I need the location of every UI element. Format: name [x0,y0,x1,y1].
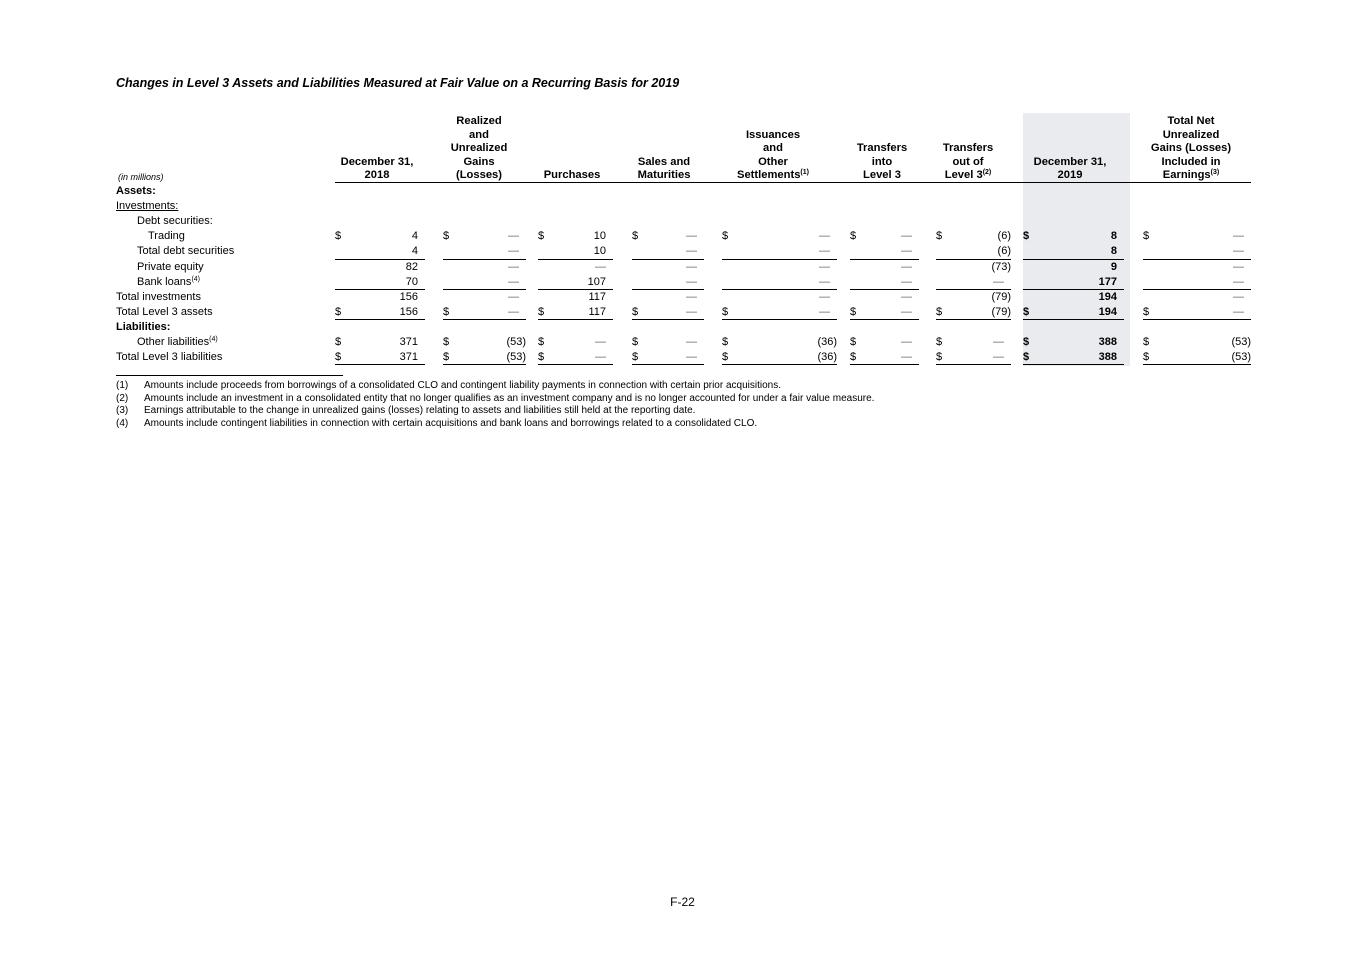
row-label [116,184,156,198]
row-label [137,244,234,258]
table-cell: (79) [991,305,1011,318]
table-cell: 156 [399,290,418,303]
header-totalnet [1131,115,1251,183]
dollar-sign: $ [1143,336,1150,348]
dollar-sign: $ [722,351,729,364]
header-line: (Losses) [455,169,502,181]
header-issuances [713,129,833,183]
header-line: December 31, [340,155,414,168]
row-label [116,290,201,304]
row-label-text: Assets: [116,185,156,197]
table-cell: (73) [991,260,1011,273]
table-cell: 371 [399,351,418,364]
table-cell: — [508,245,519,258]
row-rule [443,259,526,260]
row-rule [936,259,1011,260]
table-cell: — [819,275,830,288]
row-rule [335,259,425,260]
dollar-sign: $ [443,230,450,243]
row-rule [1143,364,1251,365]
row-label [137,214,213,228]
header-line: Included in [1161,155,1221,168]
dollar-sign: $ [538,351,545,364]
row-rule [1023,289,1124,290]
header-sales [604,156,724,183]
dollar-sign: $ [335,336,342,348]
dollar-sign: $ [443,336,450,348]
row-rule [1023,259,1124,260]
row-label [116,305,213,319]
table-cell: — [508,260,519,273]
table-cell: (36) [817,351,837,364]
row-label [116,199,178,213]
table-cell: 4 [411,230,418,243]
row-rule [443,289,526,290]
table-cell: — [686,275,697,288]
dollar-sign: $ [850,336,857,348]
dollar-sign: $ [1143,230,1150,243]
table-cell: (53) [1231,351,1251,364]
row-label-text: Total investments [116,290,201,303]
header-line [713,169,833,183]
row-rule [538,364,613,365]
dollar-sign: $ [936,230,943,243]
dollar-sign: $ [1023,351,1030,364]
table-cell: (79) [991,290,1011,303]
header-line: Total Net [1167,115,1215,127]
table-cell: — [819,290,830,303]
row-rule [538,259,613,260]
row-rule [538,289,613,290]
row-rule [722,364,837,365]
dollar-sign: $ [443,305,450,318]
table-cell: — [686,230,697,243]
table-cell: — [901,336,912,348]
table-cell: — [1233,305,1244,318]
header-line: Maturities [637,169,691,182]
table-cell: — [901,290,912,303]
table-cell: — [686,336,697,348]
units-label: (in millions) [118,172,164,182]
dollar-sign: $ [936,305,943,318]
table-cell: — [901,245,912,258]
header-line: into [871,155,893,168]
table-cell: 117 [588,290,606,303]
row-label-text: Trading [148,230,185,243]
table-cell: — [819,245,830,258]
table-cell: — [901,305,912,318]
table-cell: — [508,305,519,318]
row-label-text: Other liabilities [137,336,210,348]
row-rule [335,319,425,320]
header-line: 2018 [364,169,390,182]
table-cell: — [819,230,830,243]
dollar-sign: $ [850,305,857,318]
table-cell: 107 [587,275,606,288]
table-cell: — [901,275,912,288]
table-cell: 8 [1110,245,1117,258]
table-cell: — [993,275,1004,288]
dollar-sign: $ [632,230,639,243]
header-rule [335,182,1251,183]
table-cell: 8 [1110,230,1117,243]
dollar-sign: $ [850,230,857,243]
dollar-sign: $ [850,351,857,364]
table-cell: 9 [1110,260,1117,273]
table-cell: 117 [588,305,606,318]
row-rule [850,364,919,365]
footnote-number: (4) [116,418,129,430]
table-cell: (53) [506,336,526,348]
table-cell: — [819,260,830,273]
dollar-sign: $ [722,305,729,318]
row-rule [1023,364,1124,365]
dollar-sign: $ [1023,230,1030,243]
table-cell: 82 [405,260,418,273]
row-label-text: Total Level 3 liabilities [116,351,223,364]
table-cell: — [686,245,697,258]
table-cell: — [993,351,1004,364]
row-label-text: Total debt securities [137,245,235,258]
row-rule [936,289,1011,290]
row-rule [722,319,837,320]
dollar-sign: $ [1143,305,1150,318]
dollar-sign: $ [538,305,545,318]
header-line: Level 3 [863,169,901,182]
row-rule [632,364,704,365]
table-cell: — [901,230,912,243]
header-line: Transfers [856,142,908,155]
footnote-text: Amounts include proceeds from borrowings of a consolidated CLO and contingent liability payments in connection with certain prior acquisitions. [144,380,782,391]
page-number: F-22 [670,895,695,909]
table-cell: — [1233,275,1244,288]
table-cell: — [508,275,519,288]
header-line: out of [952,155,984,168]
header-line: December 31, [1033,155,1107,168]
header-line: Issuances [745,128,801,141]
dollar-sign: $ [722,336,729,348]
footnote-number: (3) [116,405,129,417]
table-cell: — [819,305,830,318]
row-rule [722,259,837,260]
footnote-text: Earnings attributable to the change in unrealized gains (losses) relating to assets and liabilities still held at the reporting date. [144,405,696,417]
row-label [116,350,222,364]
table-cell: — [508,290,519,303]
row-rule [538,319,613,320]
table-cell: 371 [399,336,418,348]
header-line: 2019 [1057,169,1083,182]
footnote-text: Amounts include contingent liabilities in connection with certain acquisitions and bank loans and borrowings related to a consolidated CLO. [144,418,758,430]
row-rule [335,364,425,365]
table-cell: 388 [1098,336,1117,348]
table-cell: — [686,351,697,364]
table-cell: — [595,351,606,364]
table-cell: 194 [1098,305,1117,318]
row-label-text: Debt securities: [137,215,213,228]
row-rule [1143,259,1251,260]
header-line: Sales and [637,155,691,168]
row-rule [1023,319,1124,320]
header-line [1131,169,1251,183]
table-cell: (6) [997,230,1011,243]
table-cell: — [993,336,1004,348]
table-cell: 70 [405,275,418,288]
table-cell: 156 [399,305,418,318]
footnote-text: Amounts include an investment in a consolidated entity that no longer qualifies as an investment company and is no longer accounted for under a fair value measure. [144,392,875,404]
table-cell: (6) [997,245,1011,258]
table-cell: 10 [593,245,606,258]
row-label-text: Private equity [137,260,204,273]
row-rule [850,259,919,260]
table-title: Changes in Level 3 Assets and Liabilities Measured at Fair Value on a Recurring Basis for 2019 [116,76,680,90]
table-cell: — [901,260,912,273]
table-cell: 10 [593,230,606,243]
table-cell: — [1233,290,1244,303]
dollar-sign: $ [443,351,450,364]
row-rule [632,259,704,260]
row-label-text: Investments: [116,200,179,213]
header-footnote-ref: (2) [982,169,992,177]
row-rule [936,319,1011,320]
dollar-sign: $ [632,336,639,348]
row-rule [1143,319,1251,320]
table-cell: (36) [817,336,837,348]
header-line: Purchases [543,169,601,182]
row-label [137,260,204,274]
dollar-sign: $ [335,351,342,364]
table-cell: — [1233,260,1244,273]
header-line: Gains (Losses) [1150,142,1232,154]
table-cell: — [1233,245,1244,258]
table-cell: — [1233,230,1244,243]
dollar-sign: $ [1023,305,1030,318]
table-cell: — [901,351,912,364]
row-label-text: Liabilities: [116,320,171,333]
row-label [116,320,170,334]
header-footnote-ref: (1) [800,169,809,177]
row-label [148,229,185,243]
dollar-sign: $ [936,351,943,364]
row-rule [443,319,526,320]
row-label-text: Bank loans [137,275,192,288]
dollar-sign: $ [632,351,639,364]
dollar-sign: $ [632,305,639,318]
table-cell: 194 [1098,290,1117,303]
header-text: Earnings [1162,169,1211,181]
dollar-sign: $ [538,230,545,243]
table-cell: — [686,290,697,303]
dollar-sign: $ [335,305,342,318]
row-label [137,275,200,289]
header-line: Realized [456,115,502,127]
dollar-sign: $ [1023,336,1030,348]
row-rule [1143,289,1251,290]
dollar-sign: $ [335,230,342,243]
footnote-number: (2) [116,392,129,404]
header-line: Other [758,155,788,168]
row-footnote-ref: (4) [191,275,200,283]
table-cell: (53) [1231,336,1251,348]
table-cell: (53) [506,351,526,364]
table-cell: — [508,230,519,243]
dollar-sign: $ [1143,351,1150,364]
header-dec2019 [1010,156,1130,183]
dollar-sign: $ [722,230,729,243]
row-rule [936,364,1011,365]
table-cell: — [595,260,606,273]
row-rule [335,289,425,290]
row-label-text: Total Level 3 assets [116,305,213,318]
footnote-number: (1) [116,380,129,391]
table-cell: 177 [1098,275,1117,288]
table-cell: 388 [1098,351,1117,364]
table-cell: — [686,260,697,273]
row-rule [632,319,704,320]
dollar-sign: $ [936,336,943,348]
row-rule [632,289,704,290]
row-label [137,335,218,349]
dollar-sign: $ [538,336,545,348]
row-rule [850,319,919,320]
table-cell: — [595,336,606,348]
header-line: Unrealized [450,142,508,154]
row-footnote-ref: (4) [209,336,218,343]
footnote-divider [116,375,343,376]
row-rule [850,289,919,290]
header-line: Transfers [942,142,994,155]
header-line: Gains [463,155,495,168]
header-line: Unrealized [1162,128,1220,141]
header-text: Settlements [737,169,801,182]
row-rule [722,289,837,290]
table-cell: 4 [411,245,418,258]
row-rule [443,364,526,365]
header-text: Level 3 [944,169,983,182]
header-line: and [763,142,783,155]
table-cell: — [686,305,697,318]
header-line: and [469,128,489,141]
header-footnote-ref: (3) [1210,169,1220,176]
